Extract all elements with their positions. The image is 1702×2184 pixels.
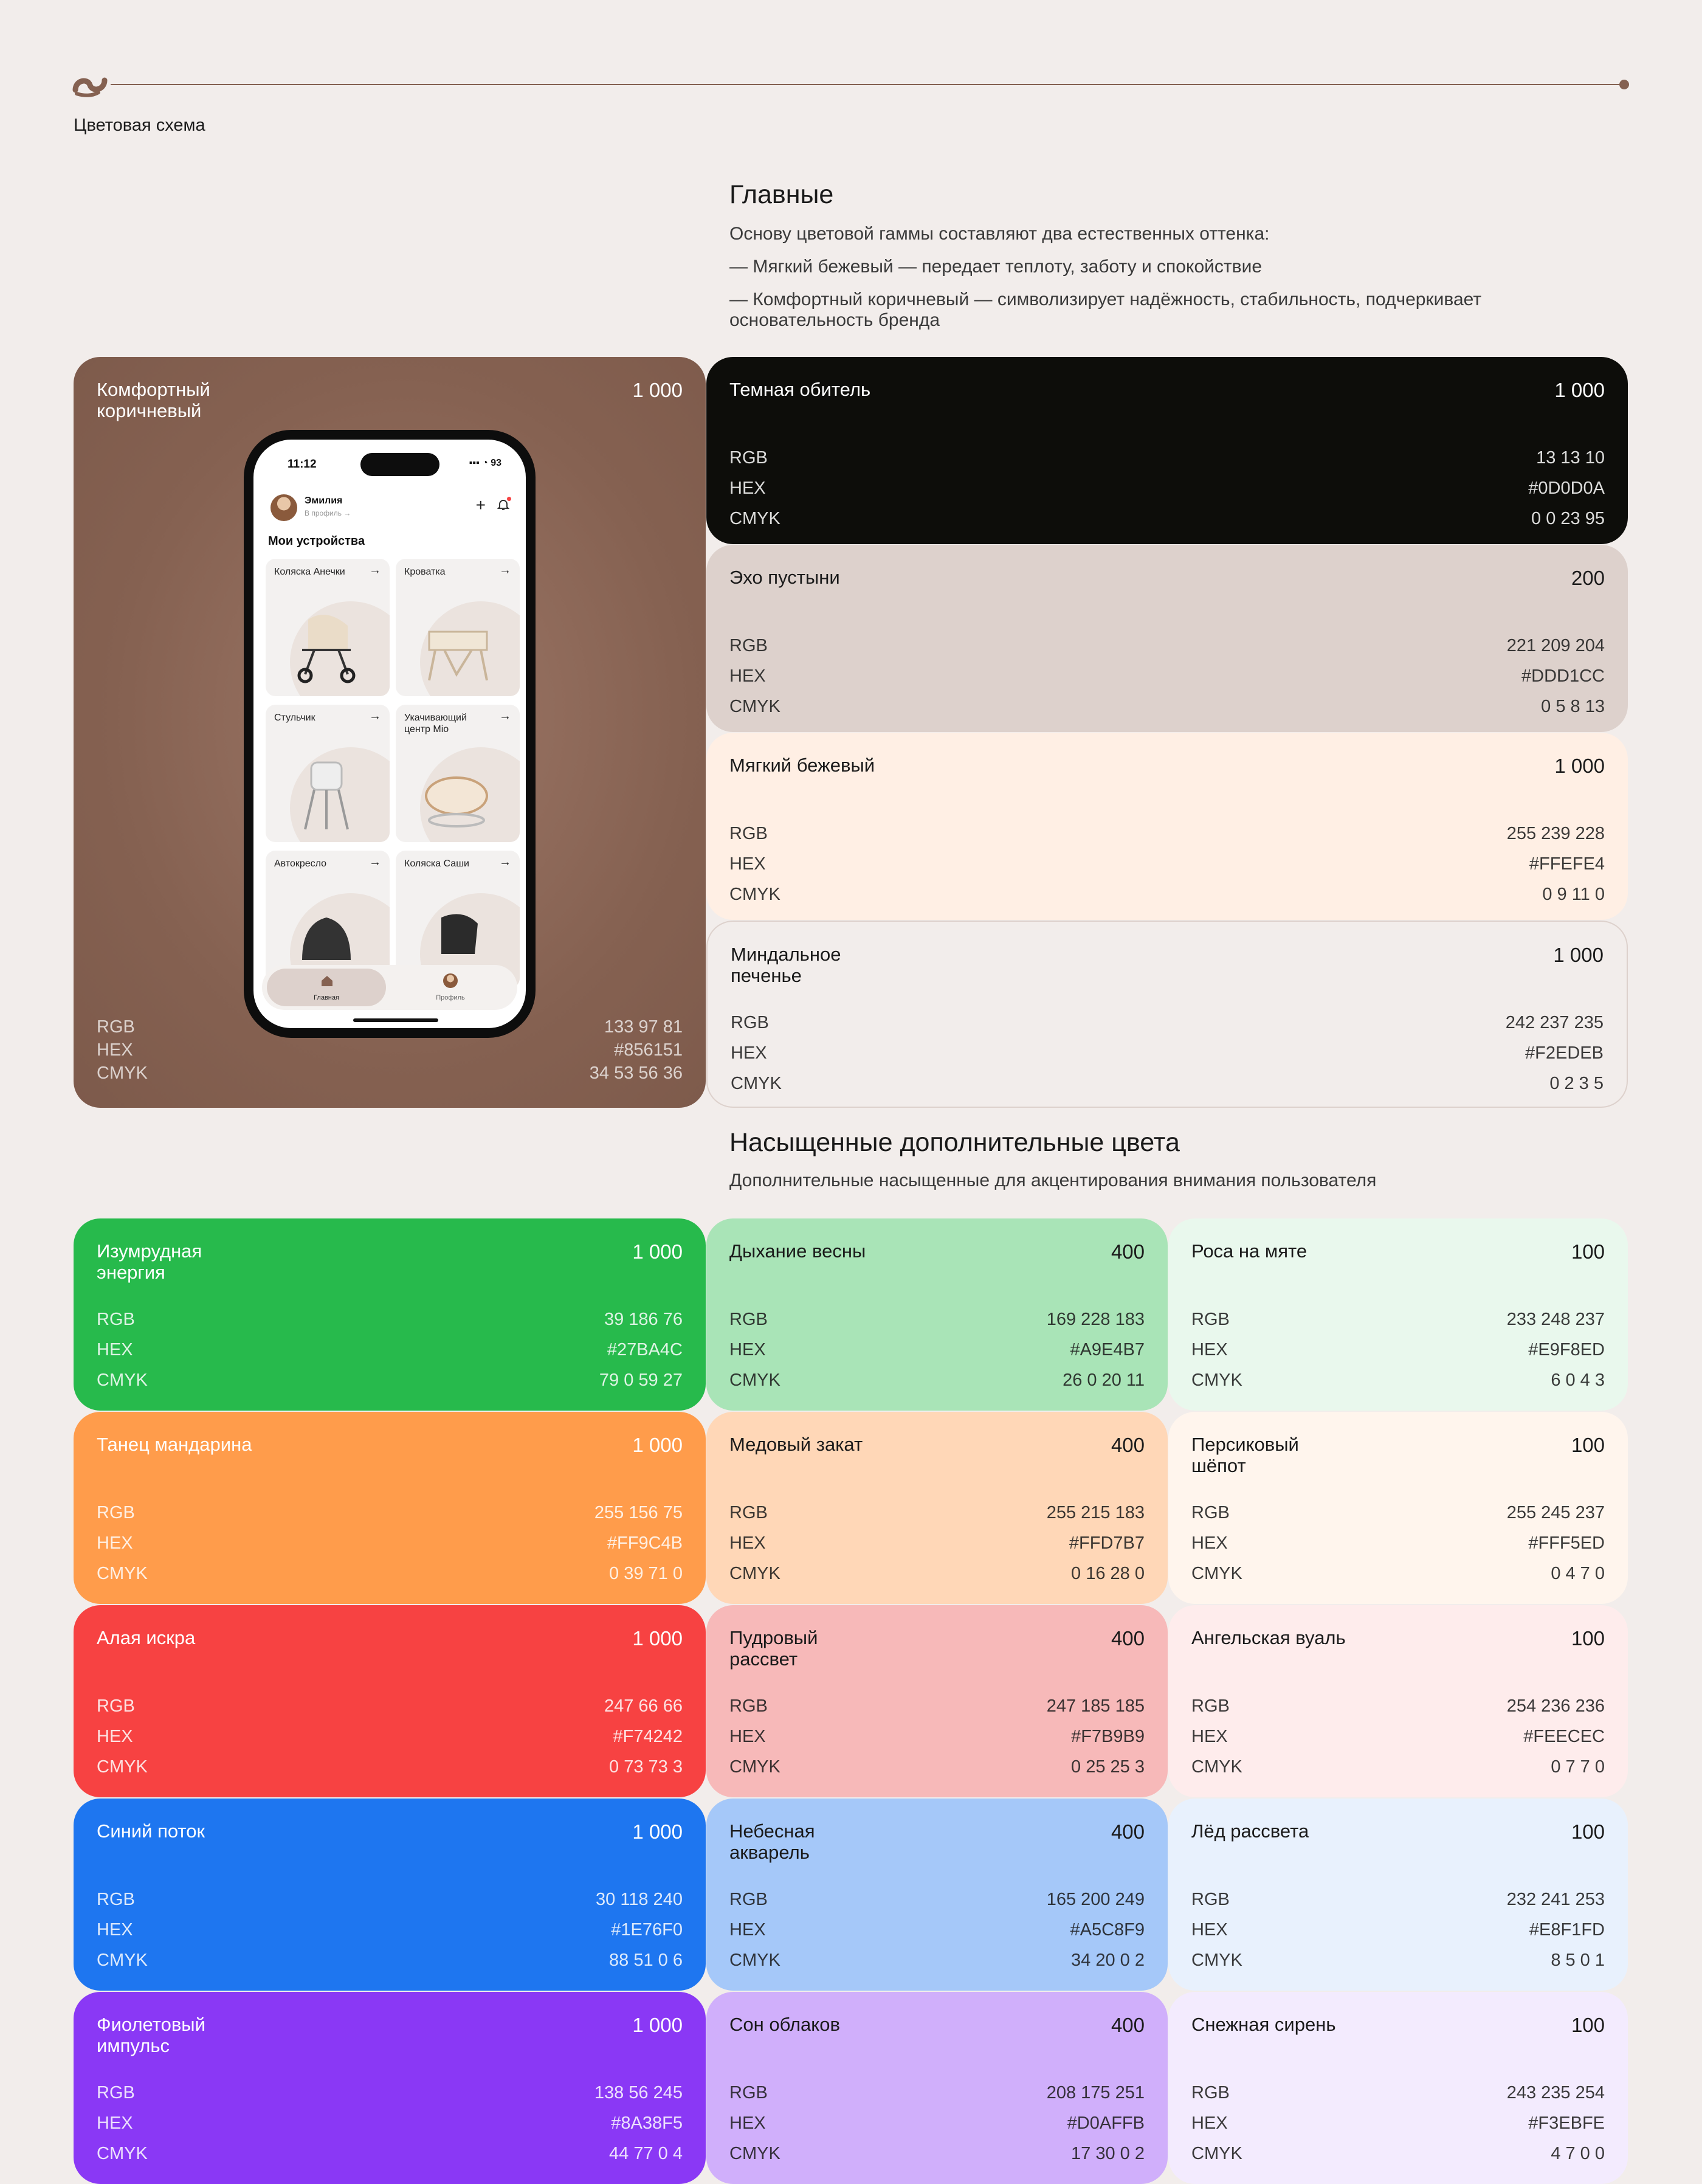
- rgb-label: RGB: [1191, 1890, 1230, 1909]
- devices-title: Мои устройства: [268, 534, 365, 548]
- color-card: [706, 545, 1628, 732]
- color-name: Эхо пустыни: [729, 567, 840, 588]
- cmyk-value: 0 2 3 5: [1549, 1074, 1604, 1093]
- hex-value: #F3EBFE: [1528, 2113, 1605, 2133]
- hex-row: [729, 479, 1605, 499]
- color-card: [1168, 1218, 1628, 1411]
- rgb-value: 169 228 183: [1046, 1310, 1145, 1329]
- rgb-value: 247 185 185: [1046, 1696, 1145, 1716]
- rgb-value: 221 209 204: [1506, 636, 1605, 655]
- hex-label: HEX: [97, 1727, 133, 1746]
- rgb-label: RGB: [1191, 1310, 1230, 1329]
- rgb-label: RGB: [97, 1017, 135, 1037]
- cmyk-label: CMYK: [1191, 1951, 1242, 1970]
- cmyk-row: [729, 1370, 1145, 1391]
- device-tile[interactable]: [396, 559, 520, 696]
- rgb-row: [97, 1890, 683, 1910]
- hex-row: [731, 1043, 1604, 1063]
- color-weight: 400: [1111, 1820, 1145, 1843]
- device-name: Укачивающий центр Mio: [404, 713, 467, 734]
- rgb-row: [729, 2083, 1145, 2103]
- main-colors-line-3: — Комфортный коричневый — символизирует надёжность, стабильность, подчеркивает основательность бренда: [729, 289, 1482, 330]
- color-weight: 1 000: [1554, 379, 1605, 401]
- color-name: Снежная сирень: [1191, 2014, 1336, 2035]
- cmyk-label: CMYK: [97, 1564, 148, 1583]
- rgb-row: [97, 1696, 683, 1716]
- rgb-value: 242 237 235: [1505, 1013, 1604, 1032]
- color-card: [74, 1218, 706, 1411]
- hex-row: [1191, 1727, 1605, 1747]
- cmyk-row: [1191, 1370, 1605, 1391]
- notification-dot: [507, 497, 511, 501]
- rgb-value: 255 156 75: [594, 1503, 683, 1522]
- avatar[interactable]: [270, 494, 297, 521]
- hex-label: HEX: [729, 854, 766, 874]
- color-card: [74, 1799, 706, 1991]
- cmyk-label: CMYK: [729, 697, 780, 716]
- battery-level: 93: [491, 458, 501, 468]
- brand-logo-icon: [72, 72, 108, 98]
- cmyk-value: 4 7 0 0: [1551, 2144, 1605, 2163]
- color-weight: 1 000: [632, 1434, 683, 1456]
- rgb-value: 39 186 76: [604, 1310, 683, 1329]
- cmyk-row: [97, 2144, 683, 2164]
- color-card: [1168, 1412, 1628, 1604]
- color-card: [74, 1992, 706, 2184]
- hex-row: [97, 1727, 683, 1747]
- rgb-label: RGB: [729, 1310, 768, 1329]
- rgb-value: 255 215 183: [1046, 1503, 1145, 1522]
- rgb-value: 133 97 81: [604, 1017, 683, 1037]
- color-name: Танец мандарина: [97, 1434, 252, 1455]
- rgb-label: RGB: [97, 1890, 135, 1909]
- rgb-label: RGB: [729, 1696, 768, 1716]
- crib-image: [420, 607, 493, 686]
- arrow-right-icon: →: [369, 564, 381, 577]
- color-weight: 1 000: [632, 1627, 683, 1650]
- hex-value: #E8F1FD: [1529, 1920, 1605, 1940]
- arrow-right-icon: →: [499, 710, 511, 723]
- header-divider: [111, 84, 1624, 85]
- color-weight: 400: [1111, 2014, 1145, 2036]
- cmyk-label: CMYK: [1191, 1370, 1242, 1390]
- rgb-value: 255 239 228: [1506, 824, 1605, 843]
- rgb-row: [729, 1890, 1145, 1910]
- hex-row: [97, 1920, 683, 1940]
- rgb-label: RGB: [1191, 1696, 1230, 1716]
- cmyk-value: 79 0 59 27: [599, 1370, 683, 1390]
- cmyk-label: CMYK: [1191, 1757, 1242, 1777]
- arrow-right-icon: →: [499, 564, 511, 577]
- cmyk-value: 0 0 23 95: [1531, 509, 1605, 528]
- cmyk-value: 26 0 20 11: [1063, 1370, 1145, 1390]
- cmyk-label: CMYK: [729, 1757, 780, 1777]
- rgb-label: RGB: [729, 2083, 768, 2103]
- color-card: [1168, 1992, 1628, 2184]
- hex-row: [1191, 1920, 1605, 1940]
- color-weight: 100: [1571, 1820, 1605, 1843]
- cmyk-label: CMYK: [97, 1063, 148, 1083]
- rgb-value: 254 236 236: [1506, 1696, 1605, 1716]
- color-card: [706, 921, 1628, 1108]
- cmyk-row: [97, 1564, 683, 1584]
- stroller-image: [290, 607, 363, 686]
- cmyk-value: 8 5 0 1: [1551, 1951, 1605, 1970]
- hex-row: [729, 854, 1605, 874]
- rgb-value: 247 66 66: [604, 1696, 683, 1716]
- device-tile[interactable]: [396, 705, 520, 842]
- color-card: [706, 1218, 1168, 1411]
- hex-row: [729, 1340, 1145, 1360]
- color-weight: 200: [1571, 567, 1605, 589]
- color-name: Алая искра: [97, 1627, 196, 1648]
- rgb-row: [1191, 1696, 1605, 1716]
- rgb-value: 243 235 254: [1506, 2083, 1605, 2103]
- color-name: Темная обитель: [729, 379, 871, 400]
- rgb-row: [97, 1503, 683, 1523]
- rgb-label: RGB: [1191, 1503, 1230, 1522]
- device-name: Автокресло: [274, 859, 327, 869]
- hex-label: HEX: [729, 1533, 766, 1553]
- tab-home[interactable]: [267, 969, 386, 1006]
- cmyk-value: 34 53 56 36: [589, 1063, 683, 1083]
- main-colors-line-1: Основу цветовой гаммы составляют два естественных оттенка:: [729, 224, 1270, 244]
- cmyk-row: [1191, 2144, 1605, 2164]
- color-card: [706, 1992, 1168, 2184]
- hex-row: [729, 2113, 1145, 2134]
- hex-label: HEX: [729, 1920, 766, 1940]
- color-name: Дыхание весны: [729, 1240, 866, 1262]
- tab-bar: [262, 965, 517, 1010]
- rgb-label: RGB: [97, 1696, 135, 1716]
- rgb-value: 255 245 237: [1506, 1503, 1605, 1522]
- cmyk-row: [97, 1757, 683, 1777]
- rgb-label: RGB: [97, 2083, 135, 2103]
- rgb-row: [1191, 2083, 1605, 2103]
- rgb-row: [729, 636, 1605, 656]
- hex-label: HEX: [729, 1727, 766, 1746]
- hex-label: HEX: [1191, 1533, 1228, 1553]
- rgb-label: RGB: [97, 1503, 135, 1522]
- rgb-row: [1191, 1310, 1605, 1330]
- hex-value: #A9E4B7: [1070, 1340, 1145, 1360]
- color-card: [706, 1799, 1168, 1991]
- hex-value: #1E76F0: [611, 1920, 683, 1940]
- color-card: [74, 1412, 706, 1604]
- color-name: Синий поток: [97, 1820, 205, 1842]
- highchair-image: [290, 753, 363, 832]
- rgb-row: [729, 1310, 1145, 1330]
- rgb-value: 208 175 251: [1046, 2083, 1145, 2103]
- color-card: [706, 1605, 1168, 1797]
- rgb-row: [729, 1503, 1145, 1523]
- cmyk-label: CMYK: [729, 1951, 780, 1970]
- hex-value: #E9F8ED: [1528, 1340, 1605, 1360]
- main-colors-title: Главные: [729, 180, 834, 209]
- color-name: Медовый закат: [729, 1434, 863, 1455]
- rgb-value: 233 248 237: [1506, 1310, 1605, 1329]
- cmyk-value: 34 20 0 2: [1071, 1951, 1145, 1970]
- hex-value: #FF9C4B: [607, 1533, 683, 1553]
- profile-avatar-icon: [443, 973, 458, 988]
- color-weight: 100: [1571, 1434, 1605, 1456]
- color-weight: 400: [1111, 1627, 1145, 1650]
- device-tile[interactable]: [266, 559, 390, 696]
- cmyk-row: [729, 2144, 1145, 2164]
- rgb-label: RGB: [97, 1310, 135, 1329]
- rgb-value: 30 118 240: [596, 1890, 683, 1909]
- hex-value: #FFEFE4: [1529, 854, 1605, 874]
- cmyk-value: 0 25 25 3: [1071, 1757, 1145, 1777]
- cmyk-label: CMYK: [731, 1074, 782, 1093]
- add-device-icon[interactable]: +: [475, 496, 486, 514]
- cmyk-row: [1191, 1757, 1605, 1777]
- hex-value: #FFF5ED: [1528, 1533, 1605, 1553]
- hex-label: HEX: [97, 1040, 133, 1060]
- color-name: Небесная акварель: [729, 1820, 815, 1863]
- color-weight: 1 000: [632, 1820, 683, 1843]
- rgb-row: [97, 2083, 683, 2103]
- cmyk-label: CMYK: [97, 1370, 148, 1390]
- rgb-value: 138 56 245: [594, 2083, 683, 2103]
- hex-label: HEX: [97, 1920, 133, 1940]
- rgb-row: [1191, 1890, 1605, 1910]
- hex-value: #DDD1CC: [1521, 666, 1605, 686]
- hex-row: [97, 1533, 683, 1553]
- phone-mockup: [244, 430, 536, 1038]
- hex-label: HEX: [97, 1533, 133, 1553]
- cmyk-value: 44 77 0 4: [609, 2144, 683, 2163]
- cmyk-value: 0 73 73 3: [609, 1757, 683, 1777]
- rgb-row: [97, 1310, 683, 1330]
- cmyk-row: [1191, 1564, 1605, 1584]
- device-name: Кроватка: [404, 567, 446, 577]
- hex-row: [97, 2113, 683, 2134]
- cmyk-label: CMYK: [97, 2144, 148, 2163]
- cmyk-value: 0 4 7 0: [1551, 1564, 1605, 1583]
- cmyk-row: [729, 509, 1605, 529]
- rgb-value: 165 200 249: [1046, 1890, 1145, 1909]
- cmyk-label: CMYK: [729, 1564, 780, 1583]
- status-time: 11:12: [288, 458, 317, 471]
- rgb-row: [1191, 1503, 1605, 1523]
- color-card: [1168, 1799, 1628, 1991]
- color-weight: 100: [1571, 2014, 1605, 2036]
- color-name: Персиковый шёпот: [1191, 1434, 1299, 1476]
- hex-label: HEX: [729, 1340, 766, 1360]
- cmyk-value: 0 9 11 0: [1542, 885, 1605, 904]
- main-colors-line-2: — Мягкий бежевый — передает теплоту, заботу и спокойствие: [729, 257, 1263, 277]
- cmyk-label: CMYK: [729, 1370, 780, 1390]
- color-name: Сон облаков: [729, 2014, 840, 2035]
- color-name: Роса на мяте: [1191, 1240, 1308, 1262]
- rgb-label: RGB: [729, 824, 768, 843]
- cmyk-label: CMYK: [1191, 2144, 1242, 2163]
- color-weight: 100: [1571, 1627, 1605, 1650]
- color-name: Мягкий бежевый: [729, 755, 875, 776]
- hex-row: [729, 1920, 1145, 1940]
- color-weight: 1 000: [1553, 944, 1604, 966]
- color-weight: 1 000: [1554, 755, 1605, 777]
- rgb-label: RGB: [1191, 2083, 1230, 2103]
- device-name: Стульчик: [274, 713, 315, 723]
- color-name: Фиолетовый импульс: [97, 2014, 205, 2056]
- cmyk-row: [731, 1074, 1604, 1094]
- cmyk-label: CMYK: [729, 509, 780, 528]
- hex-label: HEX: [729, 666, 766, 686]
- hex-value: #D0AFFB: [1067, 2113, 1145, 2133]
- device-name: Коляска Анечки: [274, 567, 345, 577]
- color-name: Изумрудная энергия: [97, 1240, 202, 1283]
- rgb-label: RGB: [729, 636, 768, 655]
- arrow-right-icon: →: [369, 855, 381, 869]
- section-caption: Цветовая схема: [74, 116, 205, 135]
- rgb-label: RGB: [729, 1890, 768, 1909]
- brown-color-card: [74, 357, 706, 1108]
- color-weight: 1 000: [632, 379, 683, 401]
- cmyk-value: 17 30 0 2: [1071, 2144, 1145, 2163]
- color-card: [706, 357, 1628, 544]
- hex-value: #8A38F5: [611, 2113, 683, 2133]
- cmyk-row: [729, 1951, 1145, 1971]
- hex-value: #0D0D0A: [1528, 479, 1605, 498]
- rgb-label: RGB: [729, 1503, 768, 1522]
- accent-colors-subtitle: Дополнительные насыщенные для акцентирования внимания пользователя: [729, 1170, 1377, 1190]
- hex-label: HEX: [1191, 1727, 1228, 1746]
- status-icons: ▪▪▪ ◔ 93: [469, 458, 501, 468]
- color-name: Комфортный коричневый: [97, 379, 210, 421]
- hex-label: HEX: [97, 2113, 133, 2133]
- rgb-value: 13 13 10: [1536, 448, 1605, 468]
- hex-row: [1191, 1533, 1605, 1553]
- rgb-row: [729, 448, 1605, 468]
- color-card: [706, 733, 1628, 920]
- hex-row: [729, 1533, 1145, 1553]
- cmyk-row: [97, 1370, 683, 1391]
- hex-label: HEX: [1191, 1920, 1228, 1940]
- hex-label: HEX: [97, 1340, 133, 1360]
- cmyk-row: [729, 1564, 1145, 1584]
- hex-row: [1191, 2113, 1605, 2134]
- hex-value: #A5C8F9: [1070, 1920, 1145, 1940]
- hex-value: #FEECEC: [1523, 1727, 1605, 1746]
- color-card: [1168, 1605, 1628, 1797]
- cmyk-row: [729, 697, 1605, 717]
- cmyk-value: 0 39 71 0: [609, 1564, 683, 1583]
- cmyk-row: [729, 1757, 1145, 1777]
- hex-value: #F2EDEB: [1525, 1043, 1604, 1063]
- hex-row: [1191, 1340, 1605, 1360]
- hex-row: [729, 1727, 1145, 1747]
- cmyk-row: [1191, 1951, 1605, 1971]
- color-weight: 400: [1111, 1240, 1145, 1263]
- hex-row: [97, 1340, 683, 1360]
- hex-label: HEX: [731, 1043, 767, 1063]
- rgb-label: RGB: [729, 448, 768, 468]
- cmyk-value: 88 51 0 6: [609, 1951, 683, 1970]
- color-card: [706, 1412, 1168, 1604]
- hex-value: #FFD7B7: [1069, 1533, 1145, 1553]
- tab-profile-label: Профиль: [436, 994, 465, 1001]
- cmyk-value: 0 16 28 0: [1071, 1564, 1145, 1583]
- color-name: Пудровый рассвет: [729, 1627, 818, 1670]
- cmyk-label: CMYK: [1191, 1564, 1242, 1583]
- header-divider-dot: [1619, 80, 1629, 89]
- user-name[interactable]: Эмилия: [305, 496, 343, 506]
- hex-value: #F74242: [613, 1727, 683, 1746]
- cmyk-label: CMYK: [97, 1951, 148, 1970]
- dynamic-island: [360, 453, 439, 476]
- cmyk-row: [97, 1951, 683, 1971]
- color-weight: 1 000: [632, 2014, 683, 2036]
- color-name: Миндальное печенье: [731, 944, 841, 986]
- rgb-label: RGB: [731, 1013, 769, 1032]
- color-name: Лёд рассвета: [1191, 1820, 1309, 1842]
- hex-value: #F7B9B9: [1071, 1727, 1145, 1746]
- rgb-value: 232 241 253: [1506, 1890, 1605, 1909]
- color-weight: 1 000: [632, 1240, 683, 1263]
- tab-profile[interactable]: [420, 969, 481, 1006]
- hex-value: #856151: [614, 1040, 683, 1060]
- arrow-right-icon: →: [369, 710, 381, 723]
- cmyk-label: CMYK: [729, 2144, 780, 2163]
- rgb-row: [731, 1013, 1604, 1033]
- rgb-row: [729, 824, 1605, 844]
- color-weight: 100: [1571, 1240, 1605, 1263]
- color-card: [74, 1605, 706, 1797]
- arrow-right-icon: →: [499, 855, 511, 869]
- hex-row: [729, 666, 1605, 686]
- color-name: Ангельская вуаль: [1191, 1627, 1346, 1648]
- cmyk-label: CMYK: [729, 885, 780, 904]
- cmyk-value: 0 5 8 13: [1541, 697, 1605, 716]
- home-icon: [320, 975, 334, 987]
- rgb-row: [729, 1696, 1145, 1716]
- device-name: Коляска Саши: [404, 859, 469, 869]
- accent-colors-title: Насыщенные дополнительные цвета: [729, 1128, 1180, 1157]
- hex-label: HEX: [729, 2113, 766, 2133]
- phone-screen: [253, 440, 526, 1028]
- color-values: [97, 1015, 683, 1085]
- hex-label: HEX: [729, 479, 766, 498]
- cmyk-row: [729, 885, 1605, 905]
- device-tile[interactable]: [266, 705, 390, 842]
- hex-label: HEX: [1191, 1340, 1228, 1360]
- tab-home-label: Главная: [314, 994, 339, 1001]
- profile-link[interactable]: В профиль →: [305, 509, 351, 517]
- cmyk-value: 6 0 4 3: [1551, 1370, 1605, 1390]
- hex-value: #27BA4C: [607, 1340, 683, 1360]
- hex-label: HEX: [1191, 2113, 1228, 2133]
- rocker-image: [420, 753, 493, 832]
- cmyk-label: CMYK: [97, 1757, 148, 1777]
- cmyk-value: 0 7 7 0: [1551, 1757, 1605, 1777]
- color-weight: 400: [1111, 1434, 1145, 1456]
